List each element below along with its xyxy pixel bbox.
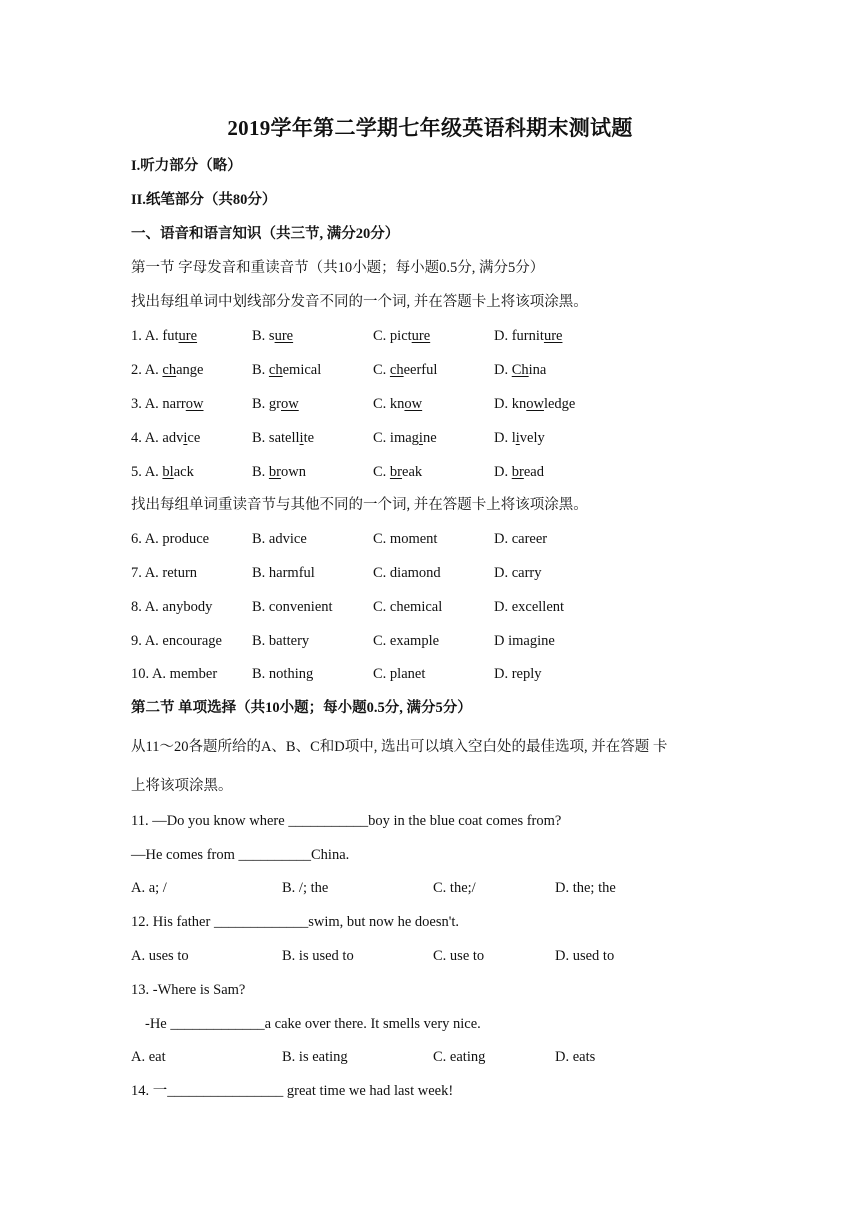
option-d: D imagine xyxy=(494,633,555,649)
section-heading: 一、语音和语言知识（共三节, 满分20分） xyxy=(131,226,400,242)
question-12-options xyxy=(131,946,831,966)
option-a: 1. A. future xyxy=(131,328,198,344)
option-d: D. carry xyxy=(494,565,542,581)
option-a: 5. A. black xyxy=(131,464,194,480)
option-a: 3. A. narrow xyxy=(131,396,204,412)
instruction-pronunciation: 找出每组单词中划线部分发音不同的一个词, 并在答题卡上将该项涂黑。 xyxy=(131,294,588,310)
option-c: C. imagine xyxy=(373,430,437,446)
option-c: C. example xyxy=(373,633,440,649)
option-a: 6. A. produce xyxy=(131,531,210,547)
question-row xyxy=(131,631,831,651)
question-row xyxy=(131,462,831,482)
option-b: B. satellite xyxy=(252,430,315,446)
option-c: C. eating xyxy=(433,1049,486,1065)
option-d: D. excellent xyxy=(494,599,565,615)
option-b: B. grow xyxy=(252,396,299,412)
option-b: B. chemical xyxy=(252,362,322,378)
option-d: D. knowledge xyxy=(494,396,576,412)
part-1-heading: I.听力部分（略） xyxy=(131,158,242,174)
option-b: B. /; the xyxy=(282,880,329,896)
option-a: 2. A. change xyxy=(131,362,204,378)
option-d: D. furniture xyxy=(494,328,563,344)
option-a: 9. A. encourage xyxy=(131,633,222,649)
option-c: C. planet xyxy=(373,666,426,682)
option-a: A. uses to xyxy=(131,948,189,964)
subsection-1-heading: 第一节 字母发音和重读音节（共10小题；每小题0.5分, 满分5分） xyxy=(131,260,545,276)
option-c: C. picture xyxy=(373,328,431,344)
option-b: B. is used to xyxy=(282,948,354,964)
option-d: D. reply xyxy=(494,666,542,682)
question-13-options xyxy=(131,1047,831,1067)
option-d: D. China xyxy=(494,362,547,378)
question-row xyxy=(131,597,831,617)
option-a: 4. A. advice xyxy=(131,430,201,446)
option-c: C. know xyxy=(373,396,423,412)
option-a: 8. A. anybody xyxy=(131,599,213,615)
option-d: D. the; the xyxy=(555,880,616,896)
option-a: A. a; / xyxy=(131,880,167,896)
option-a: 10. A. member xyxy=(131,666,218,682)
question-11-options xyxy=(131,878,831,898)
option-d: D. bread xyxy=(494,464,544,480)
question-11-line-2: —He comes from __________China. xyxy=(131,847,350,863)
question-row xyxy=(131,326,831,346)
option-d: D. eats xyxy=(555,1049,596,1065)
option-a: A. eat xyxy=(131,1049,166,1065)
option-a: 7. A. return xyxy=(131,565,198,581)
question-row xyxy=(131,394,831,414)
instruction-stress: 找出每组单词重读音节与其他不同的一个词, 并在答题卡上将该项涂黑。 xyxy=(131,497,588,513)
subsection-2-heading: 第二节 单项选择（共10小题；每小题0.5分, 满分5分） xyxy=(131,700,472,716)
question-12: 12. His father _____________swim, but now he doesn't. xyxy=(131,914,460,930)
question-13-line-2: -He _____________a cake over there. It smells very nice. xyxy=(145,1016,481,1032)
option-b: B. is eating xyxy=(282,1049,348,1065)
option-b: B. harmful xyxy=(252,565,315,581)
question-11-line-1: 11. —Do you know where ___________boy in the blue coat comes from? xyxy=(131,813,562,829)
option-b: B. battery xyxy=(252,633,310,649)
question-row xyxy=(131,664,831,684)
question-row xyxy=(131,529,831,549)
instruction-choice-line-2: 上将该项涂黑。 xyxy=(131,778,233,794)
part-2-heading: II.纸笔部分（共80分） xyxy=(131,192,277,208)
question-14: 14. 一________________ great time we had last week! xyxy=(131,1083,454,1099)
instruction-choice-line-1: 从11～20各题所给的A、B、C和D项中, 选出可以填入空白处的最佳选项, 并在答题 卡 xyxy=(131,739,668,755)
option-b: B. nothing xyxy=(252,666,314,682)
option-c: C. the;/ xyxy=(433,880,476,896)
page-title: 2019学年第二学期七年级英语科期末测试题 xyxy=(227,116,633,140)
option-d: D. career xyxy=(494,531,548,547)
option-c: C. moment xyxy=(373,531,438,547)
option-b: B. sure xyxy=(252,328,294,344)
option-b: B. convenient xyxy=(252,599,333,615)
question-13-line-1: 13. -Where is Sam? xyxy=(131,982,246,998)
option-d: D. used to xyxy=(555,948,615,964)
option-b: B. brown xyxy=(252,464,306,480)
question-row xyxy=(131,360,831,380)
option-d: D. lively xyxy=(494,430,545,446)
question-row xyxy=(131,428,831,448)
option-c: C. break xyxy=(373,464,423,480)
option-c: C. chemical xyxy=(373,599,443,615)
option-b: B. advice xyxy=(252,531,307,547)
option-c: C. diamond xyxy=(373,565,441,581)
question-row xyxy=(131,563,831,583)
option-c: C. use to xyxy=(433,948,485,964)
option-c: C. cheerful xyxy=(373,362,438,378)
